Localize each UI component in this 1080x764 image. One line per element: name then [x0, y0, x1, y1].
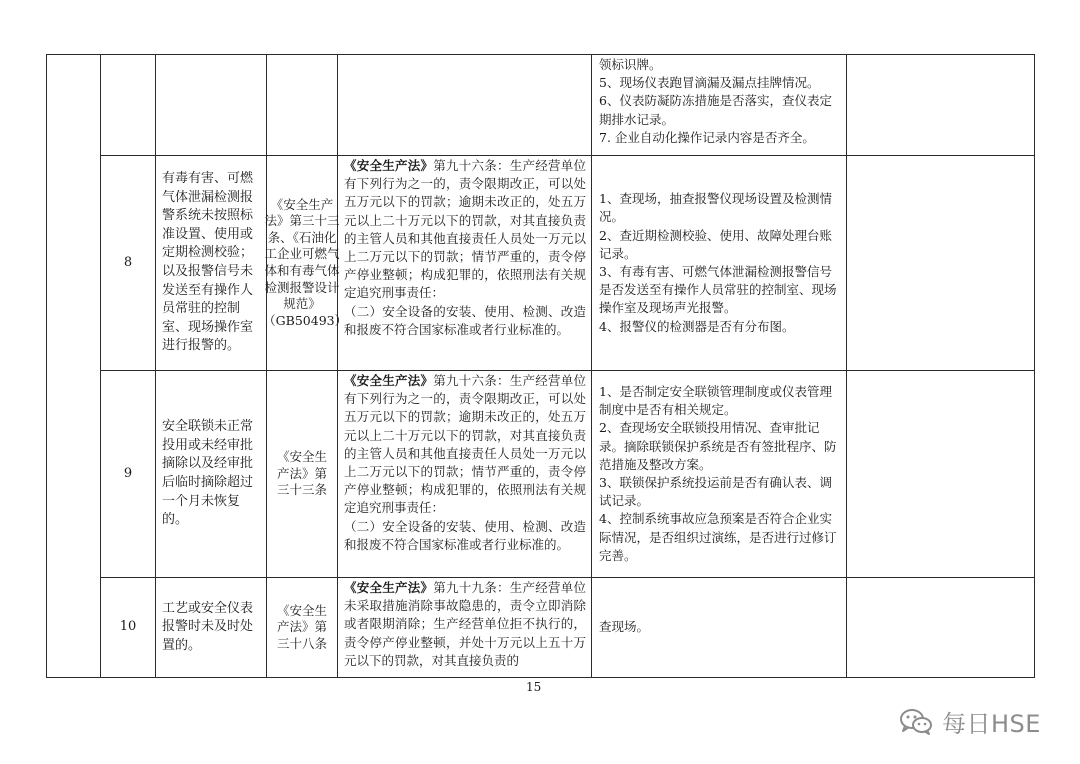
law-title: 《安全生产法》	[344, 580, 434, 595]
law-text-item: （二）安全设备的安装、使用、检测、改造和报废不符合国家标准或者行业标准的。	[344, 518, 586, 552]
page-number: 15	[526, 680, 542, 694]
check-line: 2、查近期检测校验、使用、故障处理台账记录。	[599, 227, 832, 261]
check-method-cell	[592, 578, 846, 677]
table-rule	[46, 677, 1035, 678]
basis-cell	[263, 156, 348, 370]
law-text: 第九十六条：生产经营单位有下列行为之一的，责令限期改正，可以处五万元以下的罚款；逾期未改正的，处五万元以上二十万元以下的罚款，对其直接负责的主管人员和其他直接责任人员处一万元以上二万元以下的罚款；情节严重的，责令停产停业整顿；构成犯罪的，依照刑法有关规定追究刑事责任：	[344, 158, 586, 301]
row-number: 8	[123, 254, 133, 270]
basis-text: 《安全生产法》第三十八条	[276, 602, 327, 651]
table-rule	[46, 54, 1035, 55]
basis-cell	[267, 371, 337, 577]
law-title: 《安全生产法》	[344, 158, 434, 173]
issue-cell	[156, 578, 266, 677]
basis-text: 《安全生产法》第三十三条	[276, 449, 327, 498]
watermark-text: 每日HSE	[942, 710, 1041, 738]
issue-text: 安全联锁未正常投用或未经审批摘除以及经审批后临时摘除超过一个月未恢复的。	[162, 419, 254, 528]
wechat-icon	[898, 707, 934, 737]
check-line: 6、仪表防凝防冻措施是否落实，查仪表定期排水记录。	[599, 93, 832, 127]
check-method-cell	[592, 371, 846, 577]
law-text-item: （二）安全设备的安装、使用、检测、改造和报废不符合国家标准或者行业标准的。	[344, 303, 586, 337]
table-rule	[46, 54, 47, 678]
law-cell	[338, 372, 591, 577]
law-title: 《安全生产法》	[344, 373, 434, 388]
issue-text: 有毒有害、可燃气体泄漏检测报警系统未按照标准设置、使用或定期检测校验；以及报警信号未发送至有操作人员常驻的控制室、现场操作室进行报警的。	[162, 171, 254, 354]
check-line: 查现场。	[599, 619, 650, 635]
check-line: 1、查现场，抽查报警仪现场设置及检测情况。	[599, 191, 832, 225]
row-number: 10	[119, 619, 137, 635]
check-line: 2、查现场安全联锁投用情况、查审批记录。摘除联锁保护系统是否有签批程序、防范措施及整改方案。	[599, 420, 837, 472]
law-cell	[338, 157, 591, 370]
check-line: 3、有毒有害、可燃气体泄漏检测报警信号是否发送至有操作人员常驻的控制室、现场操作室及现场声光报警。	[599, 264, 837, 316]
check-line: 4、控制系统事故应急预案是否符合企业实际情况，是否组织过演练，是否进行过修订完善。	[599, 511, 837, 563]
row-number: 9	[123, 465, 133, 481]
check-line: 4、报警仪的检测器是否有分布图。	[599, 318, 795, 334]
check-method-cell	[592, 156, 846, 370]
law-cell	[338, 579, 591, 677]
issue-cell	[156, 156, 266, 370]
check-line: 3、联锁保护系统投运前是否有确认表、调试记录。	[599, 475, 832, 509]
basis-cell	[267, 578, 337, 677]
table-rule	[846, 54, 847, 678]
check-line: 7. 企业自动化操作记录内容是否齐全。	[599, 129, 815, 145]
issue-cell	[156, 371, 266, 577]
watermark	[898, 704, 1041, 739]
issue-text: 工艺或安全仪表报警时未及时处置的。	[162, 600, 254, 653]
check-method-cell	[592, 56, 846, 155]
check-line: 1、是否制定安全联锁管理制度或仪表管理制度中是否有相关规定。	[599, 383, 832, 418]
law-text: 第九十九条：生产经营单位未采取措施消除事故隐患的，责令立即消除或者限期消除；生产经营单位拒不执行的，责令停产停业整顿，并处十万元以上五十万元以下的罚款，对其直接负责的	[344, 580, 586, 668]
check-line: 领标识牌。	[599, 57, 662, 72]
check-line: 5、现场仪表跑冒滴漏及漏点挂牌情况。	[599, 75, 820, 91]
law-text: 第九十六条：生产经营单位有下列行为之一的，责令限期改正，可以处五万元以下的罚款；逾期未改正的，处五万元以上二十万元以下的罚款，对其直接负责的主管人员和其他直接责任人员处一万元以上二万元以下的罚款；情节严重的，责令停产停业整顿；构成犯罪的，依照刑法有关规定追究刑事责任：	[344, 373, 586, 516]
basis-text: 《安全生产法》第三十三条、《石油化工企业可燃气体和有毒气体检测报警设计规范》（GB50493）	[263, 196, 348, 328]
table-rule	[1034, 54, 1035, 678]
